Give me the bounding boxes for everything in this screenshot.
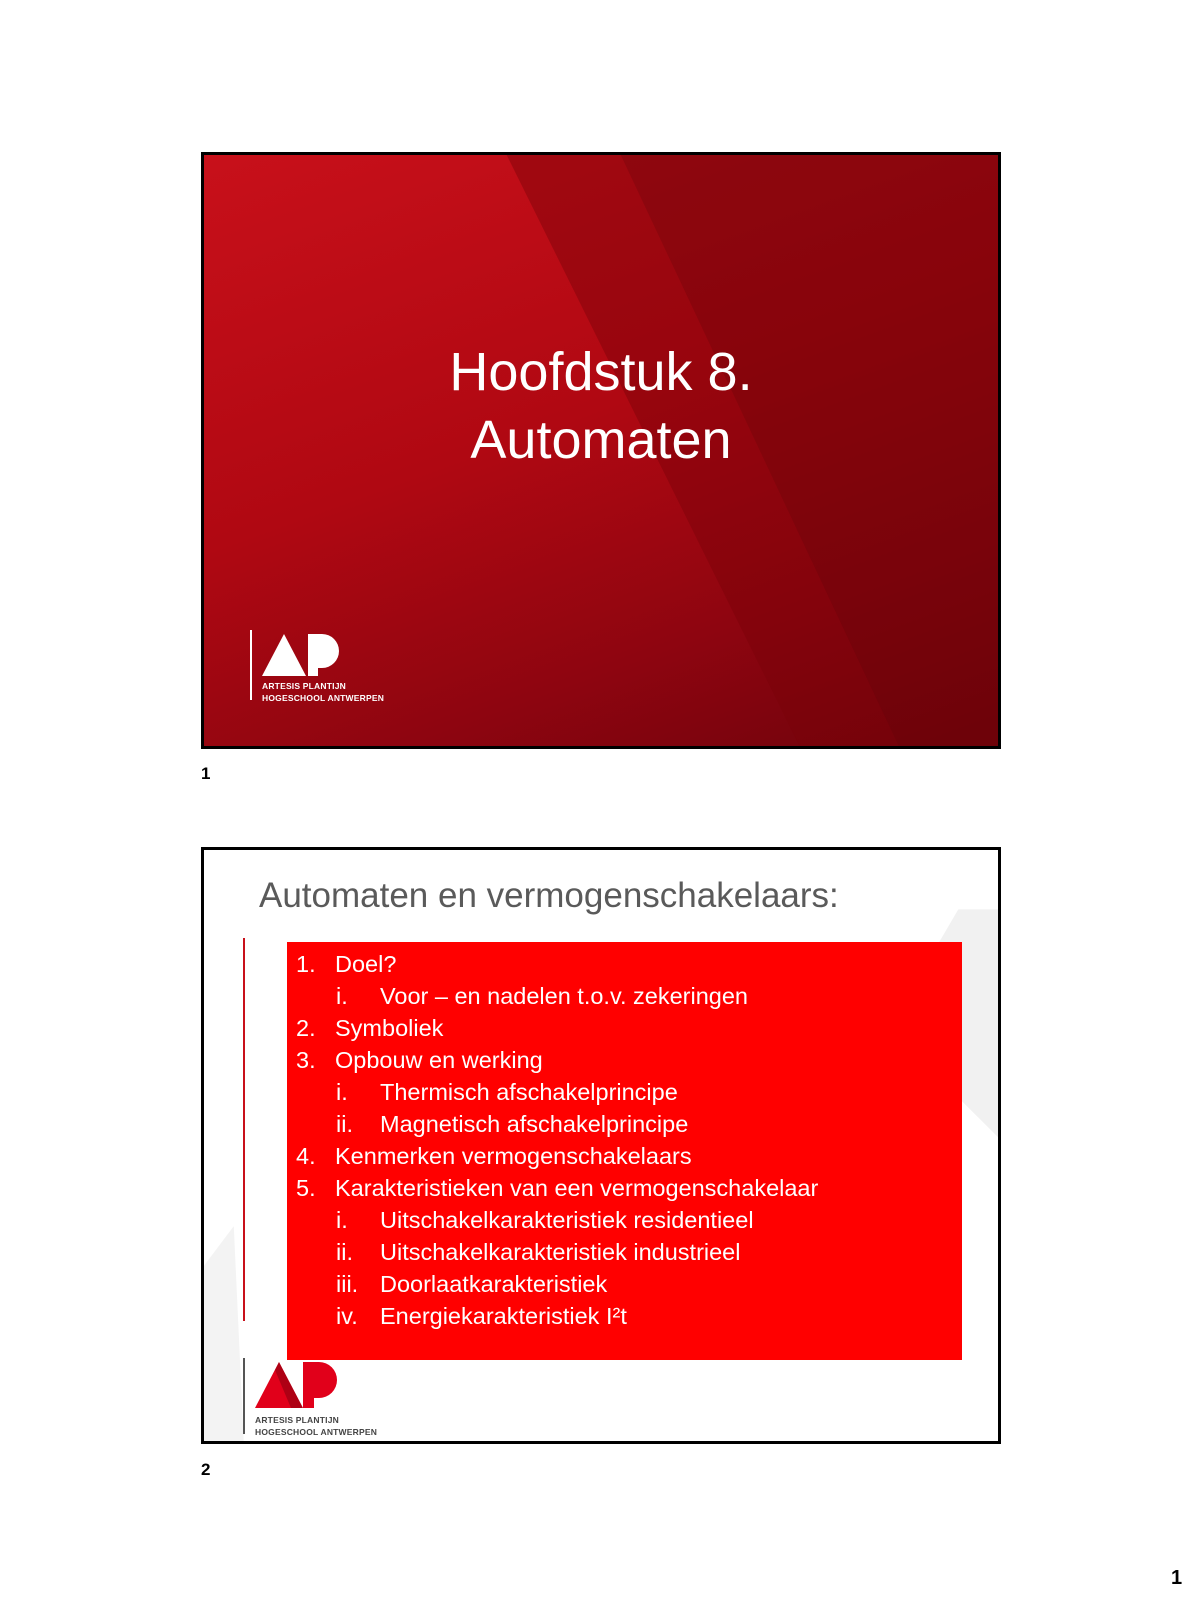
toc-subitem: ii. Uitschakelkarakteristiek industrieel [336, 1239, 741, 1265]
slide-2-title: Automaten en vermogenschakelaars: [259, 876, 839, 915]
toc-subitem: i. Thermisch afschakelprincipe [336, 1079, 678, 1105]
logo-text-line-1: ARTESIS PLANTIJN [255, 1415, 339, 1425]
logo-text-line-2: HOGESCHOOL ANTWERPEN [255, 1427, 378, 1437]
slide-1 [201, 152, 1001, 749]
slide-1-title [204, 338, 998, 474]
logo-text-line-2: HOGESCHOOL ANTWERPEN [262, 693, 385, 703]
slide-1-title-line-1: Hoofdstuk 8. [449, 342, 753, 402]
toc-subitem: i. Uitschakelkarakteristiek residentieel [336, 1207, 754, 1233]
ap-logo-mark-icon [255, 1360, 345, 1410]
slide-1-number: 1 [201, 764, 211, 783]
slide-1-title-line-2: Automaten [470, 410, 732, 470]
slide-2 [201, 847, 1001, 1444]
table-of-contents [296, 948, 818, 1332]
slide-2-left-rule [243, 938, 245, 1321]
page-number: 1 [1171, 1567, 1183, 1589]
logo-divider [250, 630, 252, 700]
logo-text-line-1: ARTESIS PLANTIJN [262, 681, 346, 691]
ap-logo-mark-icon [262, 632, 346, 678]
logo-text [262, 680, 384, 704]
toc-item: 2. Symboliek [296, 1015, 444, 1041]
toc-item: 3. Opbouw en werking [296, 1047, 543, 1073]
logo-text [255, 1414, 377, 1438]
slide-2-number: 2 [201, 1460, 211, 1479]
toc-item: 1. Doel? [296, 951, 397, 977]
logo-divider [243, 1358, 245, 1434]
toc-subitem: iii. Doorlaatkarakteristiek [336, 1271, 608, 1297]
toc-item: 5. Karakteristieken van een vermogenschakelaar [296, 1175, 819, 1201]
toc-subitem: i. Voor – en nadelen t.o.v. zekeringen [336, 983, 748, 1009]
toc-subitem: iv. Energiekarakteristiek I²t [336, 1303, 627, 1329]
toc-subitem: ii. Magnetisch afschakelprincipe [336, 1111, 689, 1137]
table-of-contents-box [287, 942, 962, 1360]
toc-item: 4. Kenmerken vermogenschakelaars [296, 1143, 692, 1169]
